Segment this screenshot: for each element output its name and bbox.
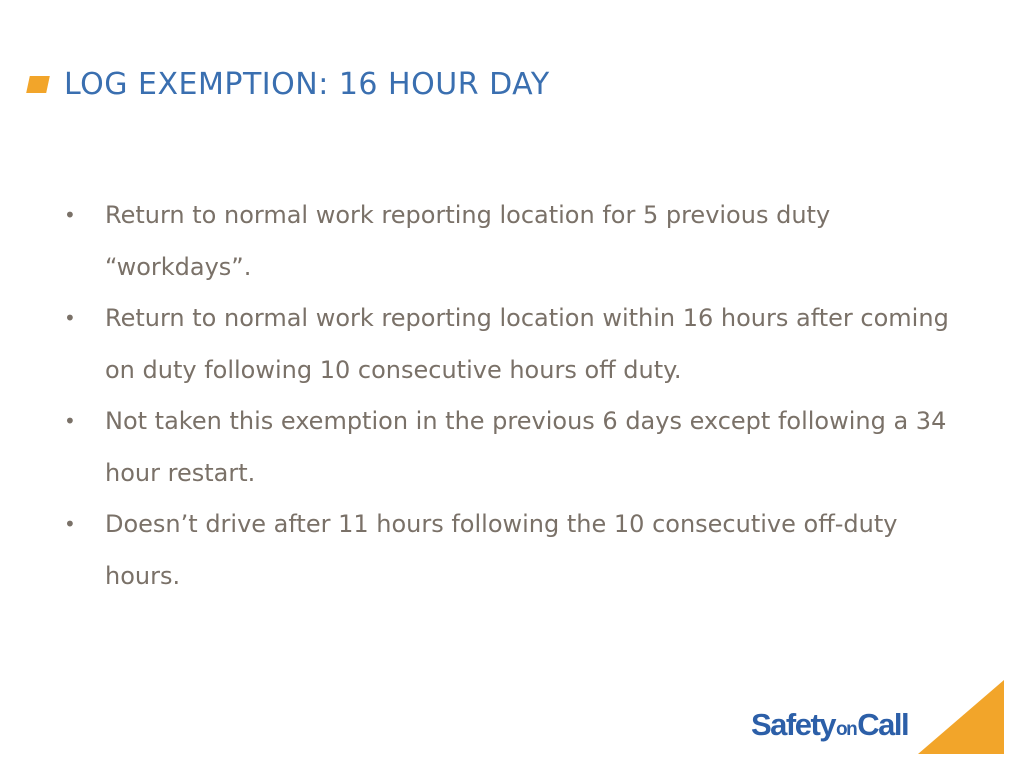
title-row	[28, 64, 550, 104]
bullet-dot-icon: •	[64, 306, 76, 330]
bullet-dot-icon: •	[64, 203, 76, 227]
title-marker-icon	[26, 76, 50, 93]
bullet-item	[64, 190, 974, 293]
corner-triangle-icon	[918, 680, 1004, 754]
logo-text-safety: Safety	[751, 707, 836, 742]
bullet-item	[64, 293, 974, 396]
corner-triangle-shape	[918, 680, 1004, 754]
slide-title: LOG EXEMPTION: 16 HOUR DAY	[64, 66, 550, 102]
bullet-text: Return to normal work reporting location within 16 hours after coming on duty following 10 consecutive hours off duty.	[105, 304, 949, 384]
bullet-item	[64, 396, 974, 499]
logo-text-call: Call	[857, 707, 909, 742]
bullet-dot-icon: •	[64, 512, 76, 536]
bullet-item	[64, 499, 974, 602]
bullet-text: Doesn’t drive after 11 hours following the 10 consecutive off-duty hours.	[105, 510, 898, 590]
safety-on-call-logo	[751, 707, 908, 747]
logo-text-on: on	[836, 719, 857, 740]
bullet-dot-icon: •	[64, 409, 76, 433]
bullet-list	[64, 190, 974, 602]
bullet-text: Return to normal work reporting location for 5 previous duty “workdays”.	[105, 201, 831, 281]
bullet-text: Not taken this exemption in the previous 6 days except following a 34 hour restart.	[105, 407, 947, 487]
